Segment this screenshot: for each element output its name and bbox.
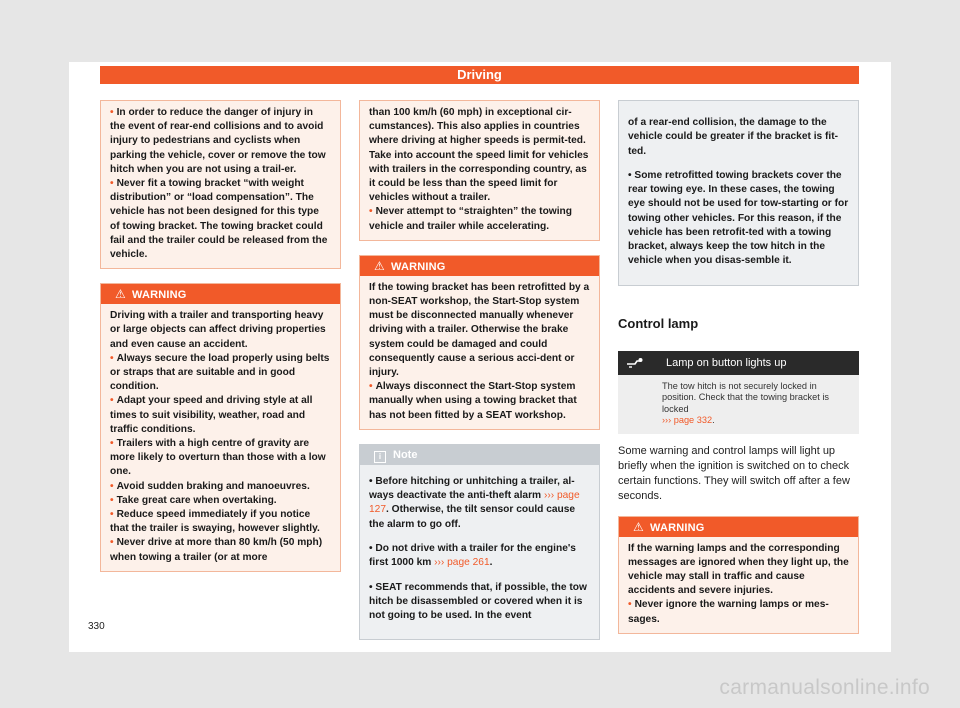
warning-bullet: • Never attempt to “straighten” the towing vehicle and trailer while accelerating.	[369, 206, 572, 232]
note-continued-box	[618, 100, 859, 286]
warning-intro: If the warning lamps and the corresponding messages are ignored when they light up, the vehicle may stall in traffic and cause accidents and severe injuries.	[628, 542, 849, 597]
note-text: of a rear-end collision, the damage to the vehicle could be greater if the bracket is fit-ted.	[628, 117, 839, 157]
warning-header: ⚠ WARNING	[619, 517, 858, 537]
note-bullet: • Some retrofitted towing brackets cover the rear towing eye. In these cases, the towing eye should not be used for tow-starting or for towing other vehicles. For this reason, if the vehicle has been retrofit-ted with a towing bracket, always keep the tow hitch in the vehicle when you disas-semble it.	[628, 169, 849, 267]
warning-bullet: • Trailers with a high centre of gravity are more likely to overturn than those with a low one.	[110, 438, 326, 478]
note-header: i Note	[360, 445, 599, 465]
warning-bullet: • Never fit a towing bracket “with weight distribution” or “load compensation”. The vehicle has not been designed for this type of towing bracket. The towing bracket could fail and the trailer could be released from the vehicle.	[110, 178, 328, 261]
column-1	[100, 100, 341, 572]
bullet-dot-icon: •	[110, 480, 114, 492]
warning-triangle-icon: ⚠	[374, 258, 385, 273]
warning-bullet: • Never drive at more than 80 km/h (50 mph) when towing a trailer (or at more	[110, 537, 323, 563]
lamp-title: Lamp on button lights up	[666, 356, 787, 369]
warning-bullet: • Adapt your speed and driving style at all times to suit visibility, weather, road and traffic conditions.	[110, 395, 313, 435]
lamp-description: The tow hitch is not securely locked in position. Check that the towing bracket is locked ››› page 332.	[618, 375, 859, 434]
warning-continued-box	[359, 100, 600, 241]
chapter-header: Driving	[100, 66, 859, 84]
warning-box-lamps	[618, 516, 859, 634]
bullet-dot-icon: •	[628, 599, 632, 611]
bullet-dot-icon: •	[369, 581, 376, 593]
warning-triangle-icon: ⚠	[633, 519, 644, 534]
warning-bullet: • Avoid sudden braking and manoeuvres.	[110, 480, 310, 492]
warning-continued-box	[100, 100, 341, 269]
page-link[interactable]: ››› page 332	[662, 415, 713, 426]
warning-intro: Driving with a trailer and transporting heavy or large objects can affect driving properties and even cause an accident.	[110, 310, 326, 350]
bullet-dot-icon: •	[110, 537, 114, 549]
warning-intro: If the towing bracket has been retrofitted by a non-SEAT workshop, the Start-Stop system must be disconnected manually whenever driving with a trailer. Otherwise the brake system could be damaged and could consequently cause a serious acci-dent or injury.	[369, 281, 590, 379]
bullet-dot-icon: •	[628, 169, 635, 181]
bullet-dot-icon: •	[369, 476, 376, 488]
lamp-table-header	[618, 351, 859, 375]
warning-bullet: • Take great care when overtaking.	[110, 494, 277, 506]
warning-bullet: • Never ignore the warning lamps or mes-sages.	[628, 599, 829, 625]
note-bullet: • Before hitching or unhitching a trailer, al-ways deactivate the anti-theft alarm ››› page 127. Otherwise, the tilt sensor could cause the alarm to go off.	[369, 476, 580, 530]
bullet-dot-icon: •	[369, 381, 373, 393]
warning-header: ⚠ WARNING	[360, 256, 599, 276]
warning-bullet: • Reduce speed immediately if you notice that the trailer is swaying, however slightly.	[110, 509, 320, 535]
tow-hitch-icon	[622, 351, 646, 375]
column-2	[359, 100, 600, 640]
watermark: carmanualsonline.info	[719, 676, 930, 699]
section-title: Control lamp	[618, 315, 699, 331]
warning-triangle-icon: ⚠	[115, 287, 126, 302]
body-paragraph: Some warning and control lamps will light up briefly when the ignition is switched on to check certain functions. They will switch off after a few seconds.	[618, 444, 850, 502]
note-bullet: • SEAT recommends that, if possible, the tow hitch be disassembled or covered when it is not going to be used. In the event	[369, 581, 587, 622]
bullet-dot-icon: •	[110, 438, 114, 450]
bullet-dot-icon: •	[110, 494, 114, 506]
bullet-dot-icon: •	[110, 509, 114, 521]
bullet-dot-icon: •	[110, 352, 114, 364]
bullet-dot-icon: •	[110, 178, 114, 190]
column-3	[618, 100, 859, 634]
warning-bullet: • In order to reduce the danger of injury in the event of rear-end collisions and to avoid injury to pedestrians and cyclists when parking the vehicle, cover or remove the tow hitch when you are not using a trail-er.	[110, 107, 326, 175]
bullet-dot-icon: •	[369, 206, 373, 218]
page-link[interactable]: ››› page 261	[434, 557, 490, 569]
warning-text: than 100 km/h (60 mph) in exceptional cir-cumstances). This also applies in countries where driving at higher speeds is permit-ted. Take into account the speed limit for vehicles with trailers in the corresponding country, as it could be less than the speed limit for vehicles without a trailer.	[369, 107, 589, 204]
bullet-dot-icon: •	[369, 543, 376, 555]
page-link[interactable]: ››› page 127	[369, 490, 580, 516]
warning-box-start-stop	[359, 255, 600, 430]
note-box	[359, 444, 600, 641]
page-number: 330	[88, 621, 105, 632]
bullet-dot-icon: •	[110, 107, 114, 118]
info-icon: i	[374, 451, 386, 463]
bullet-dot-icon: •	[110, 395, 114, 407]
warning-bullet: • Always disconnect the Start-Stop system manually when using a towing bracket that has not been fitted by a SEAT workshop.	[369, 381, 577, 421]
warning-bullet: • Always secure the load properly using belts or straps that are suitable and in good condition.	[110, 352, 330, 393]
warning-box-trailer	[100, 283, 341, 572]
warning-header: ⚠ WARNING	[101, 284, 340, 304]
note-bullet: • Do not drive with a trailer for the engine's first 1000 km ››› page 261.	[369, 543, 576, 569]
